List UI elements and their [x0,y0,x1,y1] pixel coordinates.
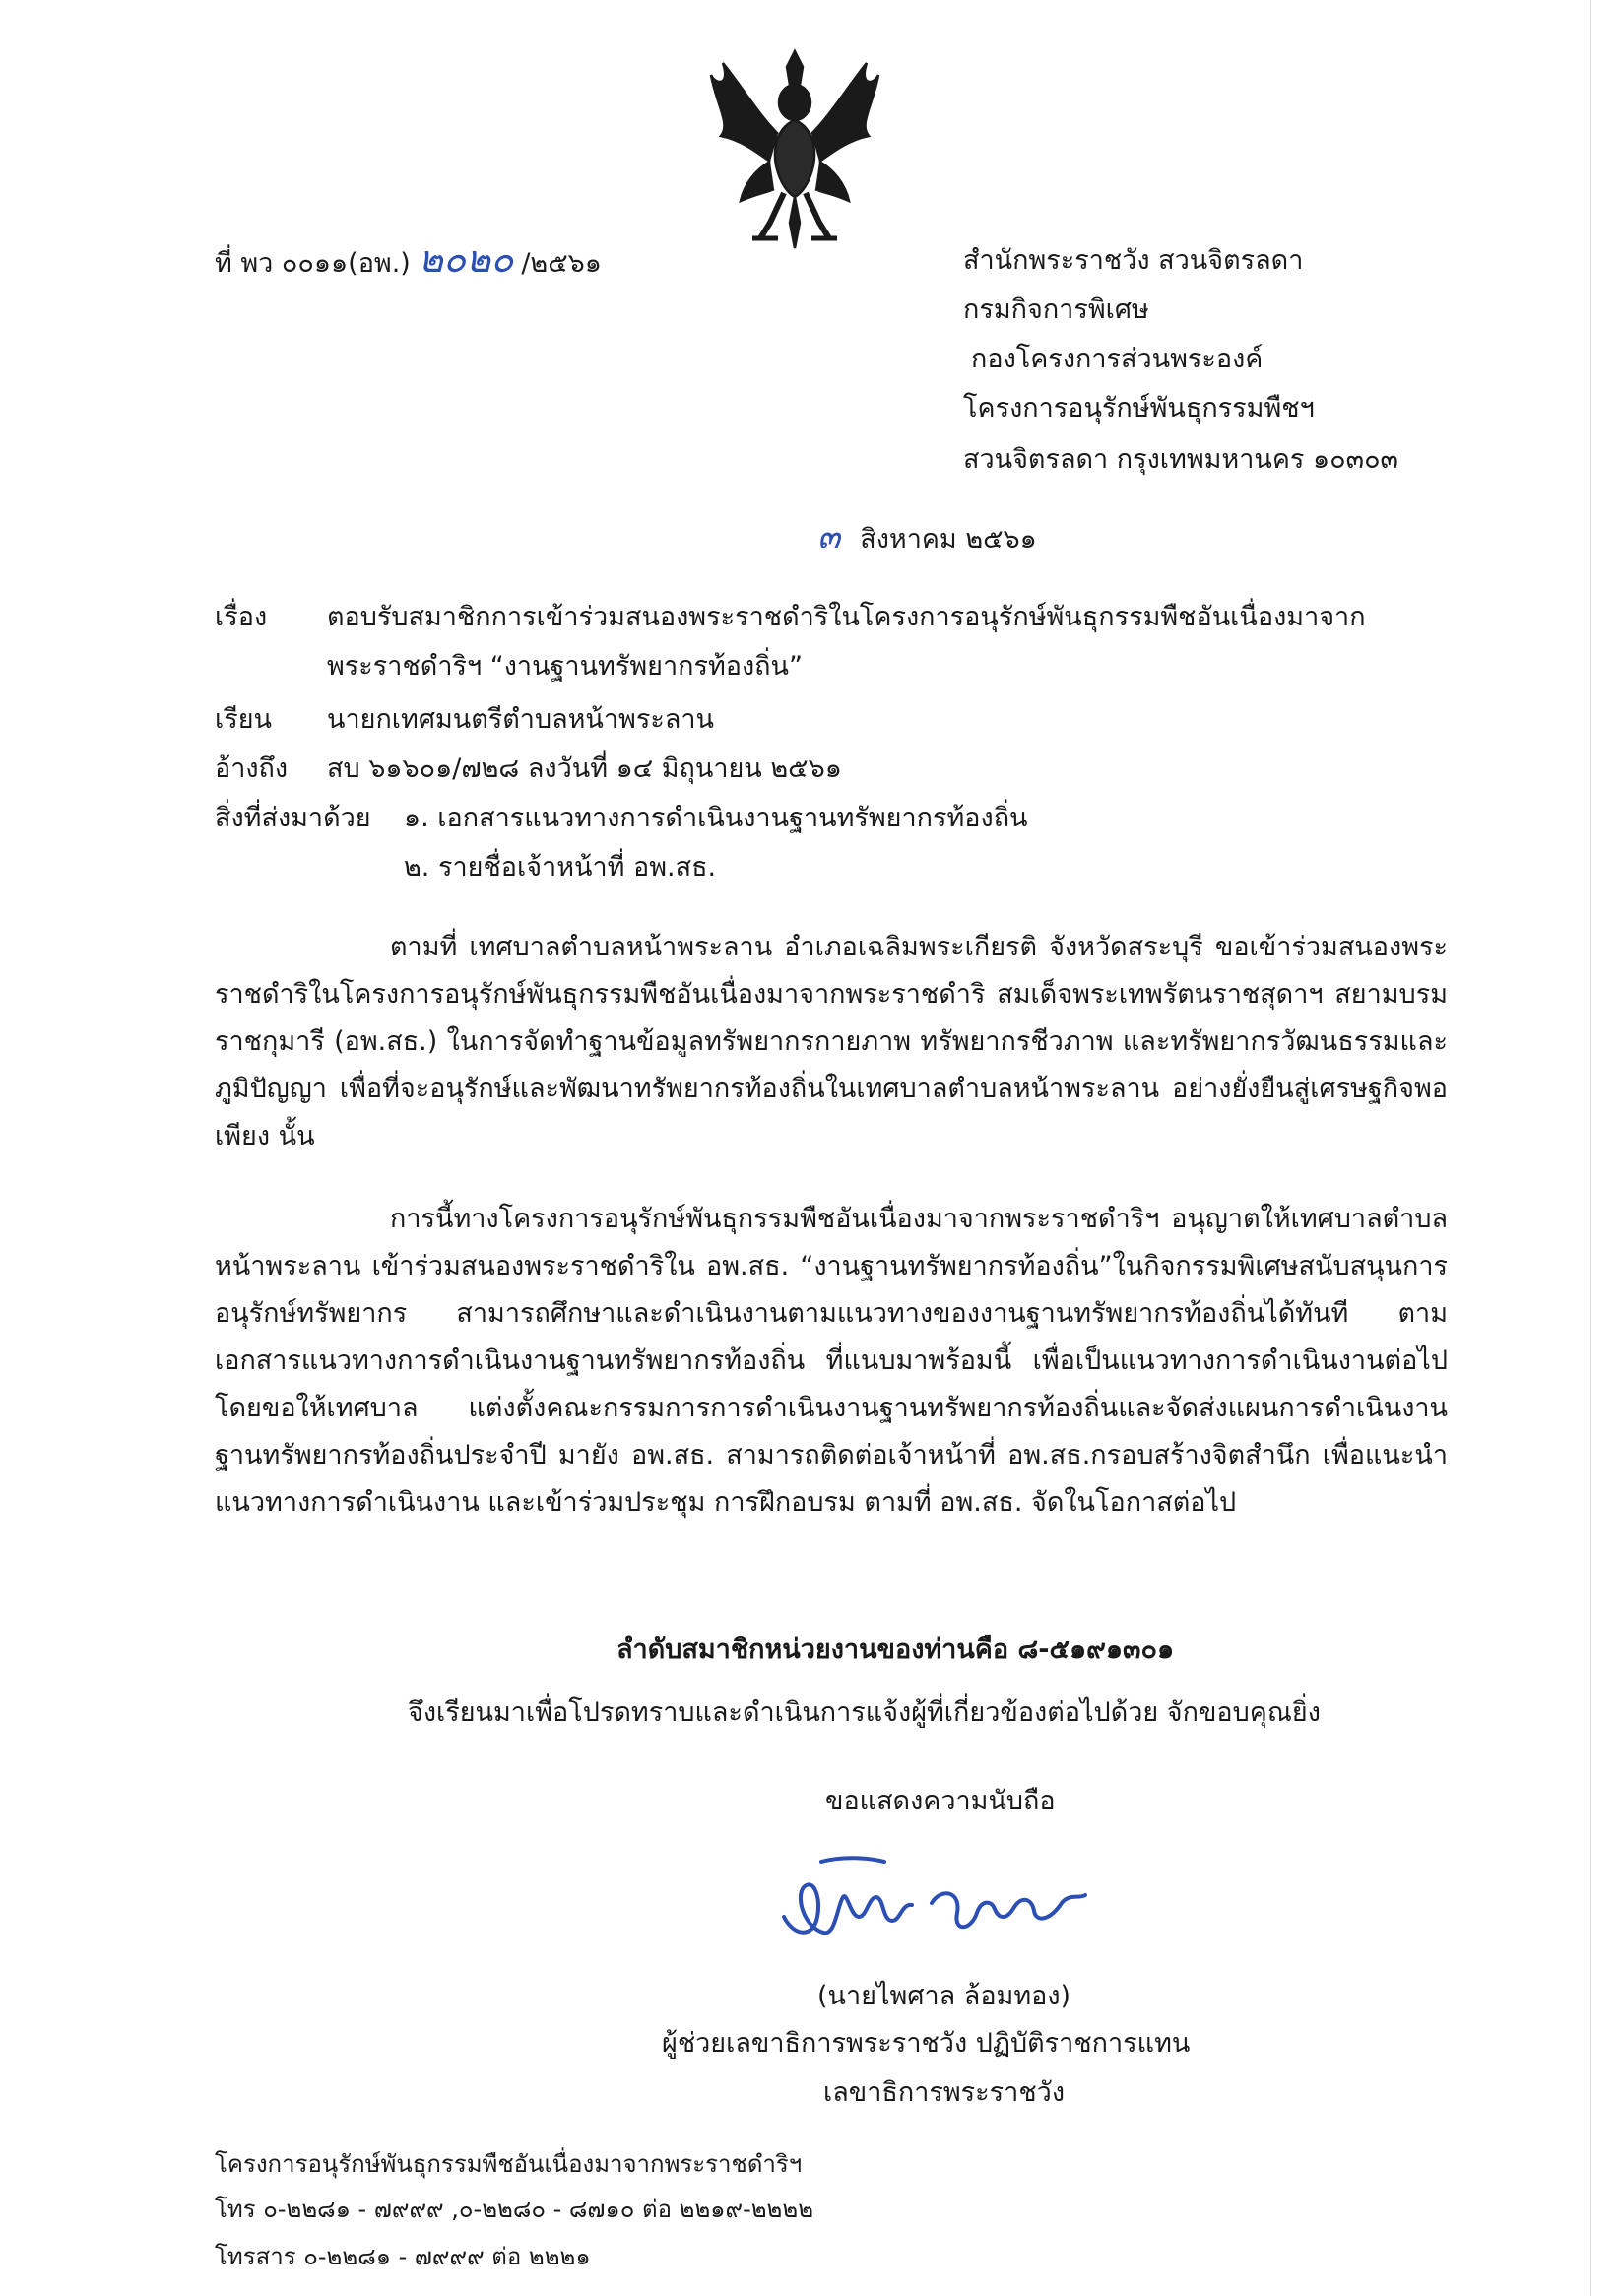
sender-address-line-3: กองโครงการส่วนพระองค์ [971,344,1264,374]
handwritten-signature [774,1848,1109,1966]
member-number: ลำดับสมาชิกหน่วยงานของท่านคือ ๘-๕๑๙๑๓๐๑ [616,1634,1175,1665]
enclosure-item-1: ๑. เอกสารแนวทางการดำเนินงานฐานทรัพยากรท้องถิ่น [404,803,1028,833]
footer-org: โครงการอนุรักษ์พันธุกรรมพืชอันเนื่องมาจากพระราชดำริฯ [215,2150,803,2178]
garuda-emblem [701,45,888,257]
body-paragraph-2 [215,1196,1448,1527]
reference-number-suffix: /๒๕๖๑ [521,248,602,279]
reference-number-prefix: ที่ พว ๐๐๑๑(อพ.) [215,248,411,279]
signatory-title-1: ผู้ช่วยเลขาธิการพระราชวัง ปฏิบัติราชการแทน [662,2028,1191,2059]
letter-date-day: ๓ [817,517,841,557]
sender-address-line-2: กรมกิจการพิเศษ [963,295,1149,325]
enclosure-item-2: ๒. รายชื่อเจ้าหน้าที่ อพ.สธ. [404,852,717,883]
enclosures-label: สิ่งที่ส่งมาด้วย [215,803,371,833]
subject-label: เรื่อง [215,602,268,632]
page-edge-line [1590,0,1591,2296]
letter-date-month-year: สิงหาคม ๒๕๖๑ [860,524,1037,555]
reference-number-handwritten: ๒๐๒๐ [418,237,514,281]
signatory-title-2: เลขาธิการพระราชวัง [823,2077,1066,2108]
reference-label: อ้างถึง [215,754,289,784]
subject-line-2: พระราชดำริฯ “งานฐานทรัพยากรท้องถิ่น” [327,651,803,682]
signatory-name: (นายไพศาล ล้อมทอง) [817,1981,1071,2011]
recipient-value: นายกเทศมนตรีตำบลหน้าพระลาน [327,704,715,735]
letter-date [817,517,1037,557]
sender-address-line-1: สำนักพระราชวัง สวนจิตรลดา [963,245,1304,276]
body-paragraph-2-text: การนี้ทางโครงการอนุรักษ์พันธุกรรมพืชอันเนื่องมาจากพระราชดำริฯ อนุญาตให้เทศบาลตำบลหน้าพระลาน เข้าร่วมสนองพระราชดำริใน อพ.สธ. “งานฐานทรัพยากรท้องถิ่น”ในกิจกรรมพิเศษสนับสนุนการอนุรักษ์ทรัพยากร สามารถศึกษาและดำเนินงานตามแนวทางของงานฐานทรัพยากรท้องถิ่นได้ทันที ตามเอกสารแนวทางการดำเนินงานฐานทรัพยากรท้องถิ่น ที่แนบมาพร้อมนี้ เพื่อเป็นแนวทางการดำเนินงานต่อไป โดยขอให้เทศบาล แต่งตั้งคณะกรรมการการดำเนินงานฐานทรัพยากรท้องถิ่นและจัดส่งแผนการดำเนินงานฐานทรัพยากรท้องถิ่นประจำปี มายัง อพ.สธ. สามารถติดต่อเจ้าหน้าที่ อพ.สธ.กรอบสร้างจิตสำนึก เพื่อแนะนำแนวทางการดำเนินงาน และเข้าร่วมประชุม การฝึกอบรม ตามที่ อพ.สธ. จัดในโอกาสต่อไป [215,1204,1448,1518]
reference-number [215,237,602,281]
sender-address-line-4: โครงการอนุรักษ์พันธุกรรมพืชฯ [963,393,1315,424]
sender-address-line-5: สวนจิตรลดา กรุงเทพมหานคร ๑๐๓๐๓ [963,444,1399,475]
salutation: ขอแสดงความนับถือ [825,1786,1056,1816]
recipient-label: เรียน [215,704,273,735]
subject-line-1: ตอบรับสมาชิกการเข้าร่วมสนองพระราชดำริในโครงการอนุรักษ์พันธุกรรมพืชอันเนื่องมาจาก [327,602,1366,632]
reference-value: สบ ๖๑๖๐๑/๗๒๘ ลงวันที่ ๑๔ มิถุนายน ๒๕๖๑ [327,754,842,784]
footer-phone: โทร ๐-๒๒๘๑ - ๗๙๙๙ ,๐-๒๒๘๐ - ๘๗๑๐ ต่อ ๒๒๑๙-๒๒๒๒ [215,2196,814,2223]
closing-request: จึงเรียนมาเพื่อโปรดทราบและดำเนินการแจ้งผู้ที่เกี่ยวข้องต่อไปด้วย จักขอบคุณยิ่ง [408,1697,1321,1728]
body-paragraph-1-text: ตามที่ เทศบาลตำบลหน้าพระลาน อำเภอเฉลิมพระเกียรติ จังหวัดสระบุรี ขอเข้าร่วมสนองพระราชดำริในโครงการอนุรักษ์พันธุกรรมพืชอันเนื่องมาจากพระราชดำริ สมเด็จพระเทพรัตนราชสุดาฯ สยามบรมราชกุมารี (อพ.สธ.) ในการจัดทำฐานข้อมูลทรัพยากรกายภาพ ทรัพยากรชีวภาพ และทรัพยากรวัฒนธรรมและภูมิปัญญา เพื่อที่จะอนุรักษ์และพัฒนาทรัพยากรท้องถิ่นในเทศบาลตำบลหน้าพระลาน อย่างยั่งยืนสู่เศรษฐกิจพอเพียง นั้น [215,932,1448,1151]
footer-fax: โทรสาร ๐-๒๒๘๑ - ๗๙๙๙ ต่อ ๒๒๒๑ [215,2243,591,2270]
body-paragraph-1 [215,924,1448,1160]
